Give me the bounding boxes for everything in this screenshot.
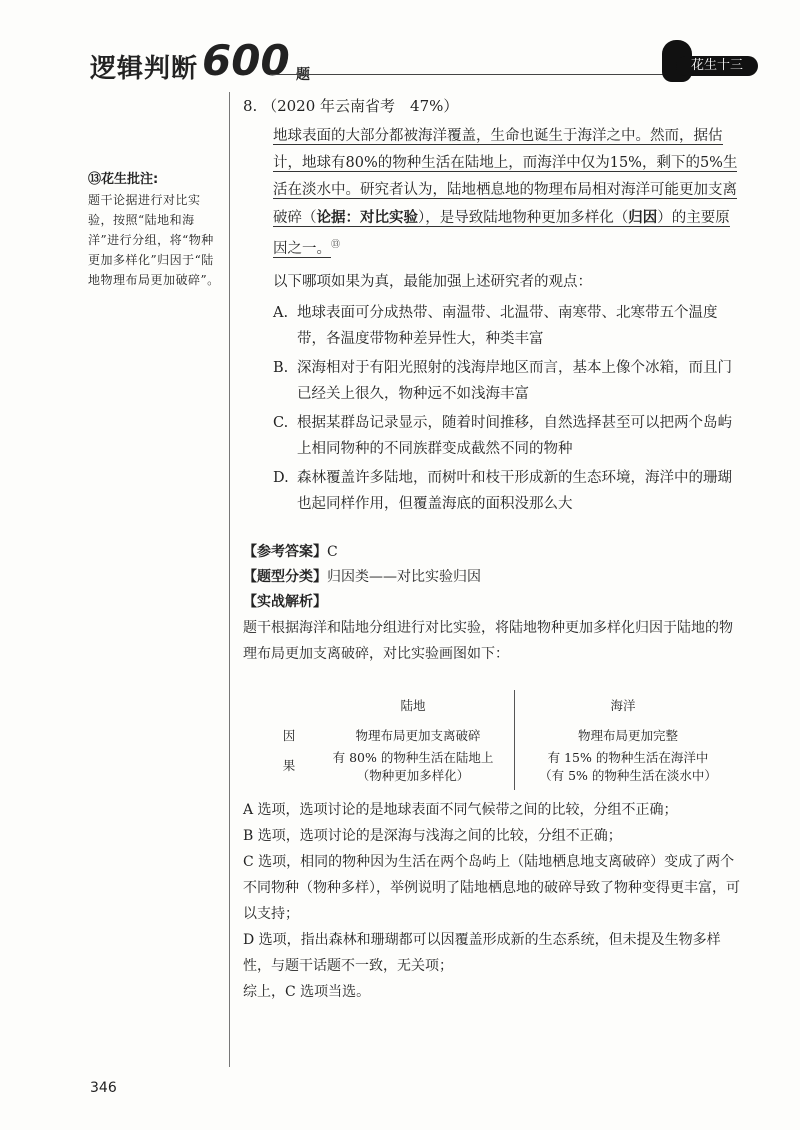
option-key: A. xyxy=(273,305,289,321)
option-a xyxy=(273,300,743,352)
margin-divider xyxy=(229,92,230,1067)
book-title-suffix: 题 xyxy=(296,67,310,83)
stem-bold-1: 论据：对比实验 xyxy=(316,209,418,226)
option-analysis xyxy=(243,797,743,1005)
analysis-summary: 综上，C 选项当选。 xyxy=(243,984,371,1000)
header-rule xyxy=(270,74,720,75)
row-label-effect: 果 xyxy=(282,758,296,773)
analysis-option-d: D 选项，指出森林和珊瑚都可以因覆盖形成新的生态系统，但未提及生物多样性，与题干话题不一致，无关项； xyxy=(243,932,721,974)
book-title: 逻辑判断 xyxy=(90,54,199,84)
reference-answer-label: 【参考答案】 xyxy=(243,544,327,560)
reference-answer xyxy=(243,540,743,565)
option-list xyxy=(273,300,743,520)
question-type-label: 【题型分类】 xyxy=(243,569,327,585)
book-title-number: 600 xyxy=(202,36,290,85)
question-stem xyxy=(273,123,743,263)
margin-note xyxy=(88,170,223,290)
column-header-sea: 海洋 xyxy=(610,698,636,713)
stem-text-3: ）的主要原因之一。 xyxy=(273,210,730,257)
sea-effect-line-2: （有 5% 的物种生活在淡水中） xyxy=(539,768,717,783)
option-text: 地球表面可分成热带、南温带、北温带、南寒带、北寒带五个温度带，各温度带物种差异性大，种类丰富 xyxy=(297,305,718,347)
sea-cause: 物理布局更加完整 xyxy=(577,728,678,743)
column-header-land: 陆地 xyxy=(400,698,426,713)
answer-section xyxy=(243,540,743,667)
margin-note-body: 题干论据进行对比实验，按照“陆地和海洋”进行分组，将“物种更加多样化”归因于“陆地物理布局更加破碎”。 xyxy=(88,193,220,287)
question-prompt: 以下哪项如果为真，最能加强上述研究者的观点： xyxy=(273,274,592,290)
stem-annotation-mark: ⑬ xyxy=(331,240,341,250)
analysis-intro: 题干根据海洋和陆地分组进行对比实验，将陆地物种更加多样化归因于陆地的物理布局更加支离破碎，对比实验画图如下： xyxy=(243,620,733,662)
question-type xyxy=(243,565,743,590)
stem-bold-2: 归因 xyxy=(628,209,658,226)
author-badge: 花生十三 xyxy=(676,56,758,76)
option-d xyxy=(273,465,743,517)
stem-text-1: 地球表面的大部分都被海洋覆盖，生命也诞生于海洋之中。然而，据估计，地球有80%的物种生活在陆地上，而海洋中仅为15%，剩下的5%生活在淡水中。研究者认为，陆地栖息地的物理布局相对海洋可能更加支离破碎（ xyxy=(273,128,738,226)
row-label-cause: 因 xyxy=(282,728,296,743)
reference-answer-value: C xyxy=(327,544,338,560)
analysis-option-b: B 选项，选项讨论的是深海与浅海之间的比较，分组不正确； xyxy=(243,828,622,844)
analysis-label: 【实战解析】 xyxy=(243,594,327,610)
option-text: 深海相对于有阳光照射的浅海岸地区而言，基本上像个冰箱，而且门已经关上很久，物种远不如浅海丰富 xyxy=(297,360,732,402)
page-header xyxy=(90,36,743,90)
margin-note-title: ⑬花生批注: xyxy=(88,172,159,187)
option-key: C. xyxy=(273,415,289,431)
option-text: 森林覆盖许多陆地，而树叶和枝干形成新的生态环境，海洋中的珊瑚也起同样作用，但覆盖海底的面积没那么大 xyxy=(297,470,732,512)
land-effect-line-1: 有 80% 的物种生活在陆地上 xyxy=(332,750,494,765)
option-key: D. xyxy=(273,470,289,486)
question-type-value: 归因类——对比实验归因 xyxy=(327,569,481,585)
page-number: 346 xyxy=(90,1080,117,1096)
comparison-table xyxy=(243,690,743,790)
option-c xyxy=(273,410,743,462)
option-b xyxy=(273,355,743,407)
land-cause: 物理布局更加支离破碎 xyxy=(355,728,481,743)
table-divider xyxy=(514,690,515,790)
sea-effect-line-1: 有 15% 的物种生活在海洋中 xyxy=(547,750,709,765)
option-text: 根据某群岛记录显示，随着时间推移，自然选择甚至可以把两个岛屿上相同物种的不同族群变成截然不同的物种 xyxy=(297,415,732,457)
land-effect-line-2: （物种更加多样化） xyxy=(356,768,470,783)
option-key: B. xyxy=(273,360,289,376)
analysis-option-c: C 选项，相同的物种因为生活在两个岛屿上（陆地栖息地支离破碎）变成了两个不同物种（物种多样），举例说明了陆地栖息地的破碎导致了物种变得更丰富，可以支持； xyxy=(243,854,740,922)
question-number: 8. xyxy=(243,97,258,115)
question-header xyxy=(243,95,458,116)
analysis-option-a: A 选项，选项讨论的是地球表面不同气候带之间的比较，分组不正确； xyxy=(243,802,678,818)
question-source: （2020 年云南省考 47%） xyxy=(262,97,459,115)
stem-text-2: ），是导致陆地物种更加多样化（ xyxy=(418,210,629,226)
